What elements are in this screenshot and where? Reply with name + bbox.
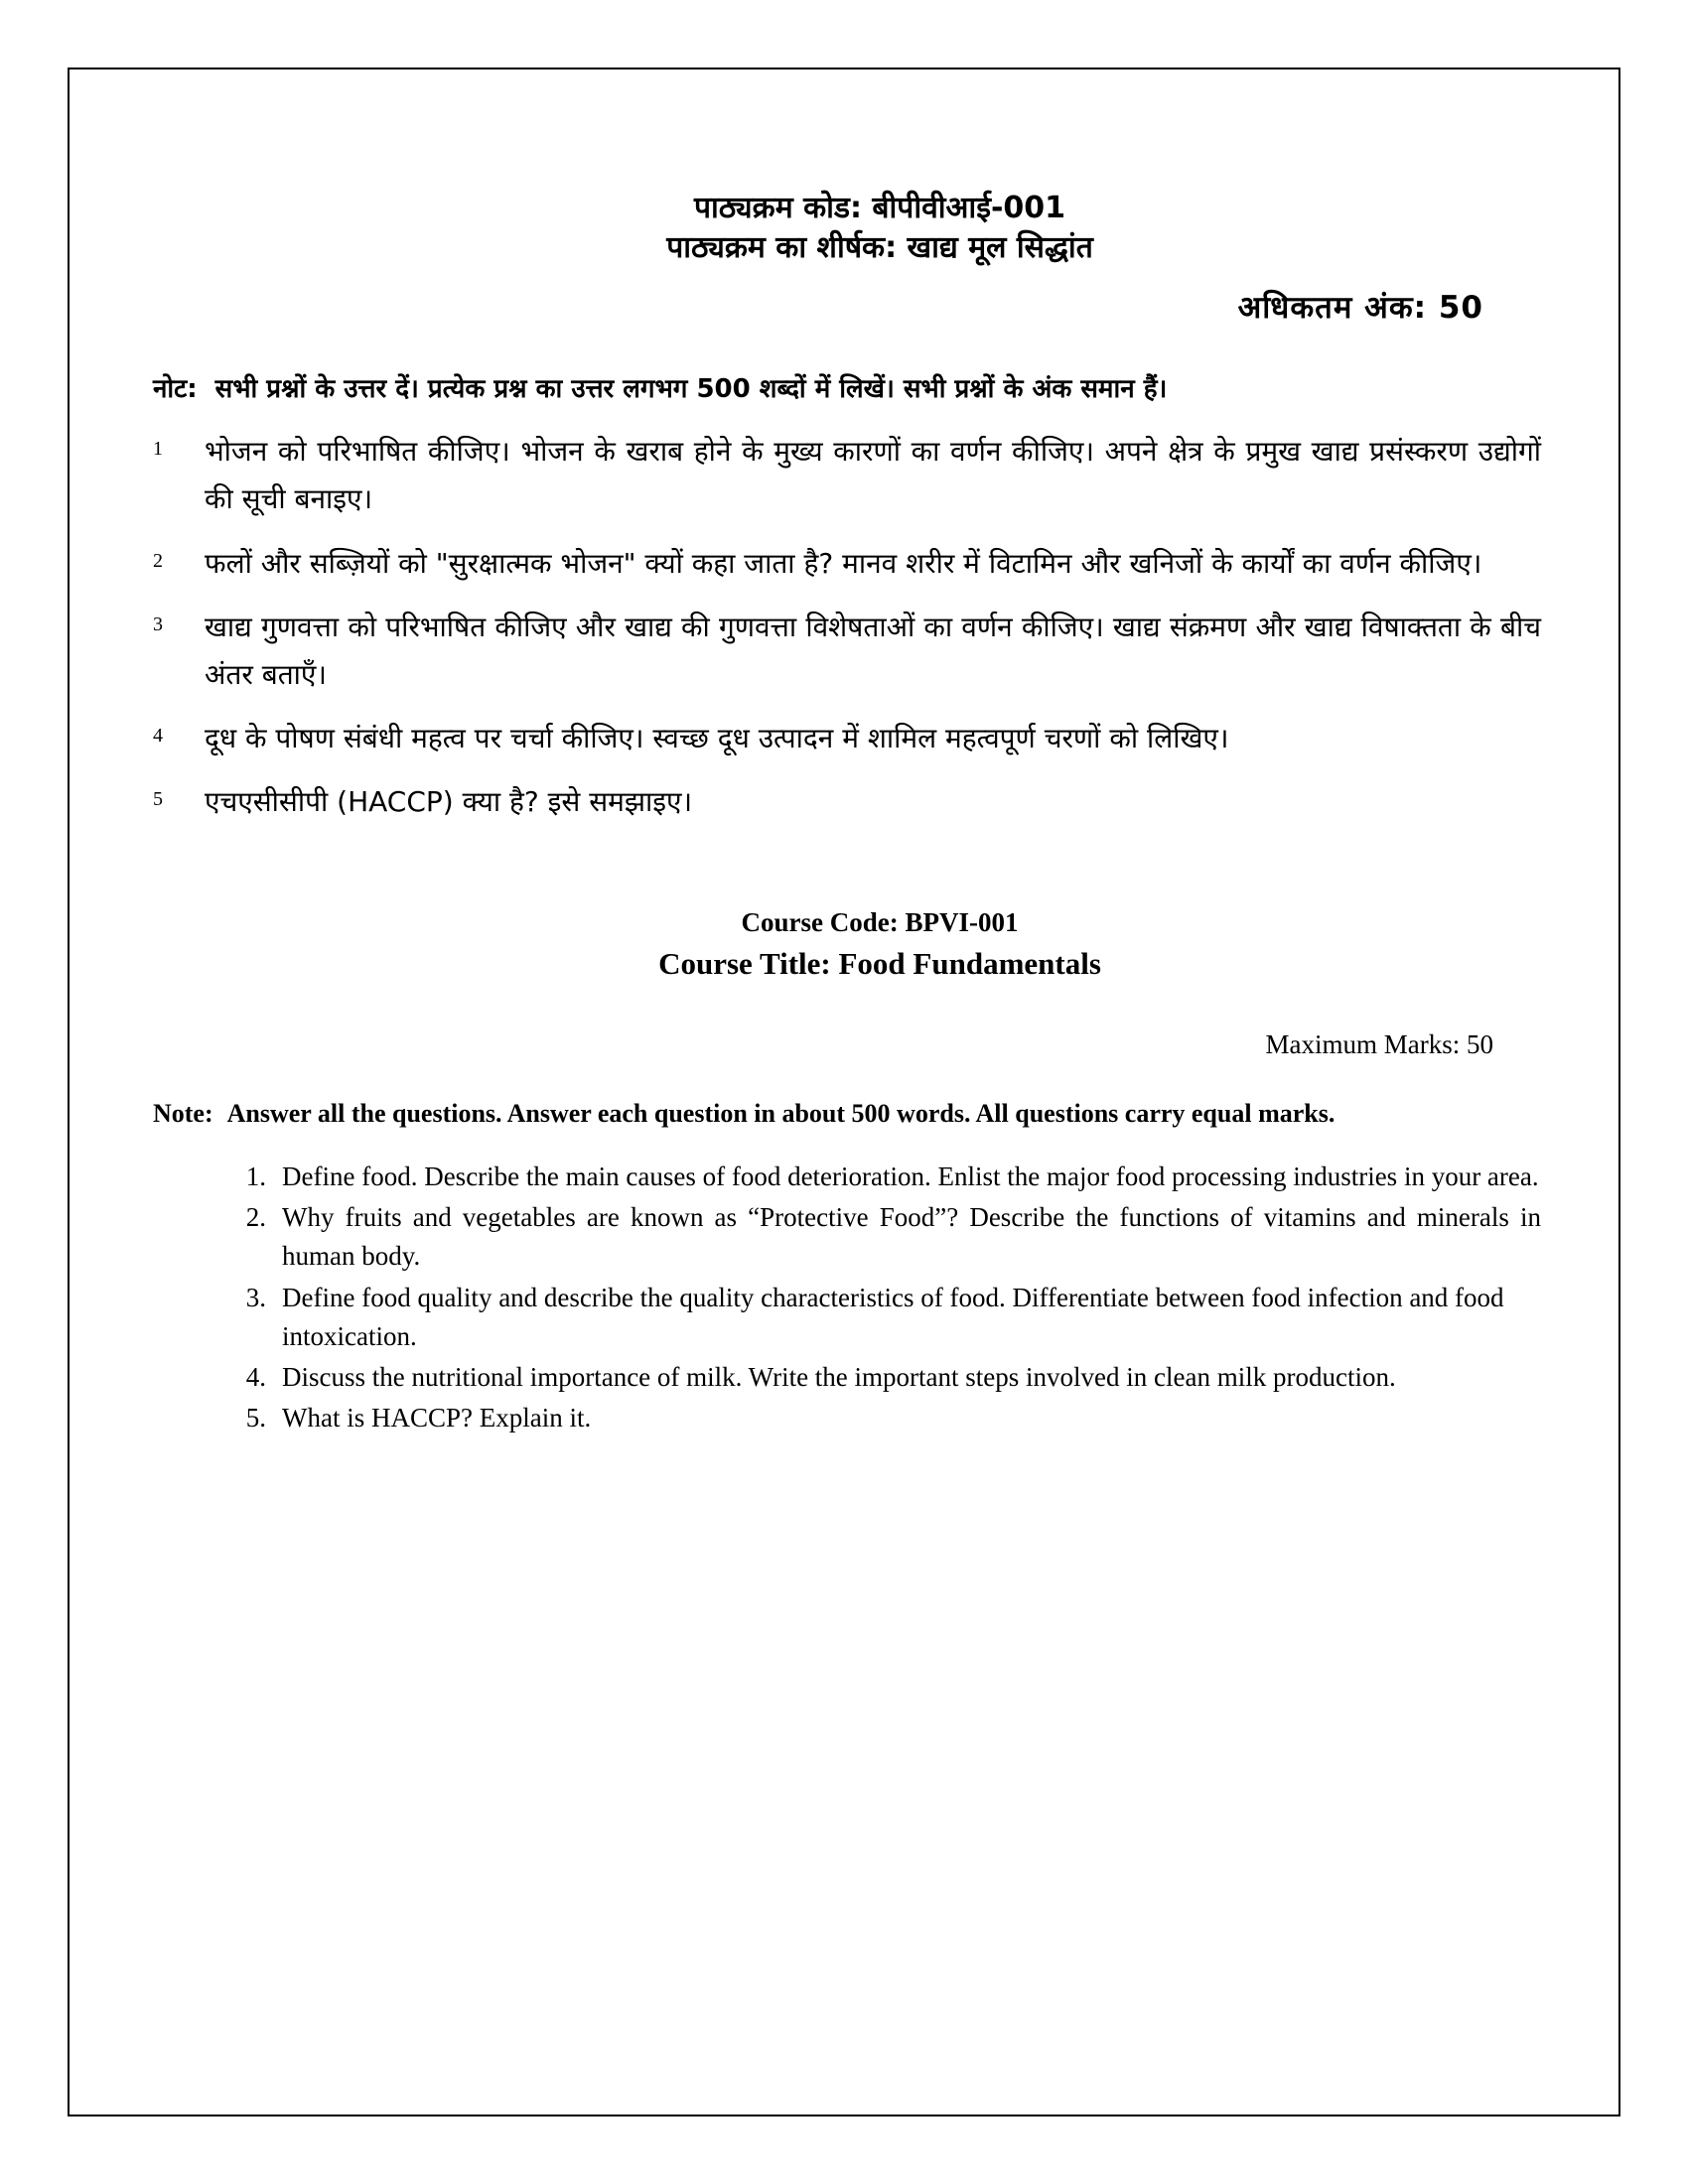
hindi-note-text: सभी प्रश्नों के उत्तर दें। प्रत्येक प्रश्न का उत्तर लगभग 500 शब्दों में लिखें। सभी प्रश्नों के अंक समान हैं। [214, 373, 1168, 404]
english-question-5 [218, 1399, 1541, 1437]
english-question-list [218, 1158, 1541, 1437]
english-question-1 [218, 1158, 1541, 1196]
english-question-text: Define food. Describe the main causes of food deterioration. Enlist the major food processing industries in your area. [282, 1161, 1539, 1192]
hindi-question-number: 3 [153, 613, 163, 635]
hindi-question-1 [153, 428, 1541, 523]
hindi-course-code: पाठ्यक्रम कोड: बीपीवीआई-001 [693, 191, 1066, 225]
english-question-text: What is HACCP? Explain it. [282, 1402, 592, 1433]
hindi-question-4 [153, 715, 1541, 762]
hindi-question-text: भोजन को परिभाषित कीजिए। भोजन के खराब होने के मुख्य कारणों का वर्णन कीजिए। अपने क्षेत्र के प्रमुख खाद्य प्रसंस्करण उद्योगों की सूची बनाइए। [205, 435, 1541, 516]
hindi-question-text: खाद्य गुणवत्ता को परिभाषित कीजिए और खाद्य की गुणवत्ता विशेषताओं का वर्णन कीजिए। खाद्य संक्रमण और खाद्य विषाक्तता के बीच अंतर बताएँ। [205, 610, 1541, 691]
hindi-question-text: फलों और सब्ज़ियों को "सुरक्षात्मक भोजन" क्यों कहा जाता है? मानव शरीर में विटामिन और खनिजों के कार्यों का वर्णन कीजिए। [205, 546, 1482, 580]
hindi-question-text: दूध के पोषण संबंधी महत्व पर चर्चा कीजिए। स्वच्छ दूध उत्पादन में शामिल महत्वपूर्ण चरणों को लिखिए। [205, 722, 1229, 755]
english-note-label: Note: [153, 1098, 213, 1128]
page-content [70, 69, 1618, 2115]
english-question-4 [218, 1358, 1541, 1397]
english-question-number: 1. [245, 1161, 266, 1192]
english-question-text: Discuss the nutritional importance of milk. Write the important steps involved in clean milk production. [282, 1361, 1396, 1392]
english-question-number: 4. [245, 1361, 266, 1392]
english-question-number: 5. [245, 1402, 266, 1433]
english-note [153, 1096, 1541, 1132]
hindi-question-5 [153, 778, 1541, 826]
hindi-question-number: 5 [153, 788, 163, 811]
english-maximum-marks: Maximum Marks: 50 [1265, 1028, 1493, 1059]
hindi-course-title: पाठ्यक्रम का शीर्षक: खाद्य मूल सिद्धांत [666, 229, 1093, 265]
hindi-section [153, 189, 1541, 826]
english-course-title: Course Title: Food Fundamentals [658, 945, 1101, 981]
english-question-2 [218, 1198, 1541, 1276]
english-course-code: Course Code: BPVI-001 [741, 907, 1019, 938]
english-section [153, 903, 1541, 1437]
english-question-number: 2. [245, 1202, 266, 1233]
hindi-note-label: नोट: [153, 373, 198, 404]
hindi-question-number: 4 [153, 725, 163, 748]
hindi-question-number: 1 [153, 438, 163, 461]
english-question-number: 3. [245, 1282, 266, 1312]
english-question-text: Define food quality and describe the quality characteristics of food. Differentiate between food infection and food intoxication. [282, 1282, 1504, 1351]
english-question-3 [218, 1279, 1541, 1356]
hindi-note [153, 367, 1541, 413]
english-heading [218, 903, 1541, 985]
hindi-question-number: 2 [153, 549, 163, 572]
hindi-question-text: एचएसीसीपी (HACCP) क्या है? इसे समझाइए। [205, 785, 693, 819]
hindi-question-3 [153, 604, 1541, 699]
english-question-text: Why fruits and vegetables are known as “Protective Food”? Describe the functions of vitamins and minerals in human body. [282, 1202, 1541, 1272]
page-border [68, 68, 1620, 2116]
hindi-heading [218, 189, 1541, 268]
english-note-text: Answer all the questions. Answer each question in about 500 words. All questions carry equal marks. [226, 1098, 1336, 1128]
hindi-question-2 [153, 540, 1541, 588]
hindi-maximum-marks: अधिकतम अंक: 50 [1237, 289, 1483, 326]
